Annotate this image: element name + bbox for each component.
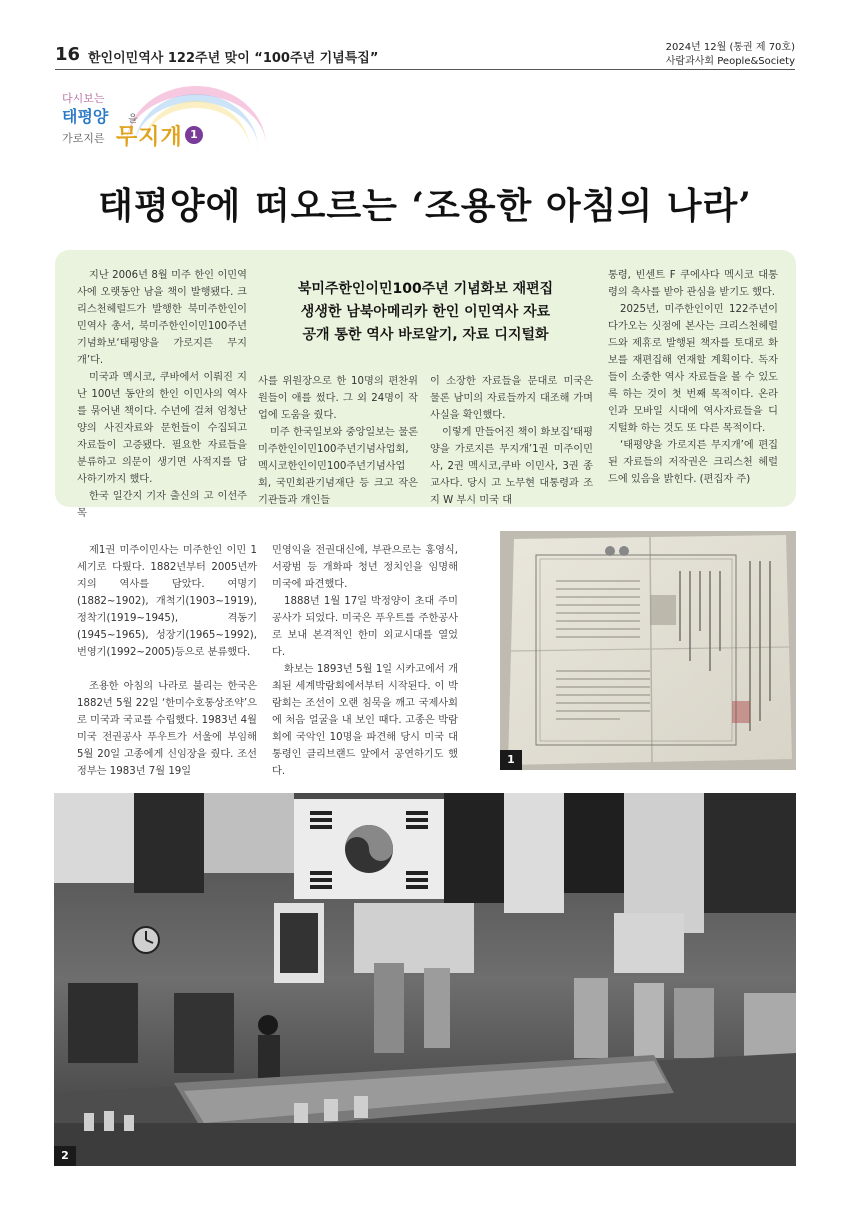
body-column-2	[272, 542, 458, 780]
logo-line2-suffix: 을	[128, 114, 138, 125]
logo-line3-big: 무지개	[116, 125, 183, 150]
intro-column-2	[258, 373, 418, 509]
photo-number: 2	[54, 1146, 76, 1166]
issue-date: 2024년 12월 (통권 제 70호)	[665, 42, 795, 53]
exhibition-image	[54, 793, 796, 1166]
paragraph: 민영익을 전권대신에, 부관으로는 홍영식, 서광범 등 개화파 청년 정치인을 임명해 미국에 파견했다.	[272, 545, 458, 590]
paragraph: 사를 위원장으로 한 10명의 편찬위원들이 애를 썼다. 그 외 24명이 작업에 도움을 줬다.	[258, 376, 418, 421]
document-image	[500, 531, 796, 770]
logo-line2: 태평양	[62, 107, 109, 126]
section-title: 한인이민역사 122주년 맞이 “100주년 기념특집”	[88, 51, 379, 66]
header-divider	[55, 69, 795, 70]
logo-line1: 다시보는	[62, 92, 105, 105]
intro-column-4	[608, 267, 778, 488]
photo-exhibition-hall	[54, 793, 796, 1166]
publication-name: 사람과사회 People&Society	[665, 56, 795, 67]
series-logo	[56, 86, 216, 156]
photo-treaty-document	[500, 531, 796, 770]
paragraph: 1888년 1월 17일 박정양이 초대 주미공사가 되었다. 미국은 푸우트를 주한공사로 보내 본격적인 한미 외교시대를 열었다.	[272, 596, 458, 658]
paragraph: 미국과 멕시코, 쿠바에서 이뤄진 지난 100년 동안의 한인 이민사의 역사를 묶어낸 책이다. 수년에 걸쳐 엄청난 양의 사진자료와 문헌들이 수집되고 자료들이 고증됐다. 필요한 자료들을 분류하고 의문이 생기면 사적지를 답사하기까지 했다.	[77, 372, 247, 485]
body-column-1	[77, 542, 257, 780]
logo-line3: 가로지른	[62, 132, 105, 145]
subheading-line: 생생한 남북아메리카 한인 이민역사 자료	[300, 304, 551, 320]
paragraph: 미주 한국일보와 중앙일보는 물론 미주한인이민100주년기념사업회, 멕시코한인이민100주년기념사업회, 국민회관기념재단 등 크고 작은 기관들과 개인들	[258, 427, 418, 506]
paragraph: 제1권 미주이민사는 미주한인 이민 1세기로 다뤘다. 1882년부터 2005년까지의 역사를 담았다. 여명기(1882~1902), 개척기(1903~1919), 정착기(1919~1945), 격동기(1945~1965), 성장기(1965~1992), 번영기(1992~2005)등으로 분류했다.	[77, 545, 257, 658]
issue-info	[666, 41, 795, 69]
paragraph: 2025년, 미주한인이민 122주년이 다가오는 싯점에 본사는 크리스천헤럴드와 제휴로 발행된 책자를 토대로 화보를 재편집해 연재할 계획이다. 독자들이 소중한 역사 자료들을 볼 수 있도록 하는 것이 첫 번째 목적이다. 온라인과 모바일 시대에 역사자료들을 디지털화 하는 것도 또 다른 목적이다.	[608, 304, 778, 434]
paragraph: 화보는 1893년 5월 1일 시카고에서 개최된 세계박람회에서부터 시작된다. 이 박람회는 조선이 오랜 침묵을 깨고 국제사회에 처음 얼굴을 내 보인 때다. 고종은 박람회에 국악인 10명을 파견해 당시 미국 대통령인 클리브랜드 앞에서 공연하기도 했다.	[272, 664, 458, 777]
intro-column-1	[77, 267, 247, 522]
subheading-line: 공개 통한 역사 바로알기, 자료 디지털화	[302, 327, 549, 343]
subheading-line: 북미주한인이민100주년 기념화보 재편집	[297, 281, 554, 297]
page-number: 16	[55, 44, 81, 65]
intro-subheading	[258, 278, 593, 347]
series-number-badge: 1	[185, 126, 203, 144]
paragraph: 이렇게 만들어진 책이 화보집‘태평양을 가로지른 무지개’1권 미주이민사, 2권 멕시코,쿠바 이민사, 3권 종교사다. 당시 고 노무현 대통령과 조지 W 부시 미국 대	[430, 427, 593, 506]
paragraph: 조용한 아침의 나라로 불리는 한국은 1882년 5월 22일 ‘한미수호통상조약’으로 미국과 국교를 수립했다. 1983년 4월 미국 전권공사 푸우트가 서울에 부임해 5월 20일 고종에게 신임장을 줬다. 조선정부는 1983년 7월 19일	[77, 681, 257, 777]
paragraph-spacer	[77, 661, 257, 678]
photo-number: 1	[500, 750, 522, 770]
paragraph: ‘태평양을 가로지른 무지개’에 편집된 자료들의 저작권은 크리스천 헤럴드에 있음을 밝힌다. (편집자 주)	[608, 440, 778, 485]
paragraph: 통령, 빈센트 F 쿠에사다 멕시코 대통령의 축사를 받아 관심을 받기도 했다.	[608, 270, 778, 298]
paragraph: 이 소장한 자료들을 문대로 미국은 물론 남미의 자료들까지 대조해 가며 사실을 확인했다.	[430, 376, 593, 421]
paragraph: 지난 2006년 8월 미주 한인 이민역사에 오랫동안 남을 책이 발행됐다. 크리스천헤럴드가 발행한 북미주한인이민역사 총서, 북미주한인이민100주년 기념화보‘태평양을 가로지른 무지개’다.	[77, 270, 247, 366]
article-title: 태평양에 떠오르는 ‘조용한 아침의 나라’	[98, 185, 752, 227]
intro-column-3	[430, 373, 593, 509]
paragraph: 한국 일간지 기자 출신의 고 이선주 목	[77, 491, 247, 519]
